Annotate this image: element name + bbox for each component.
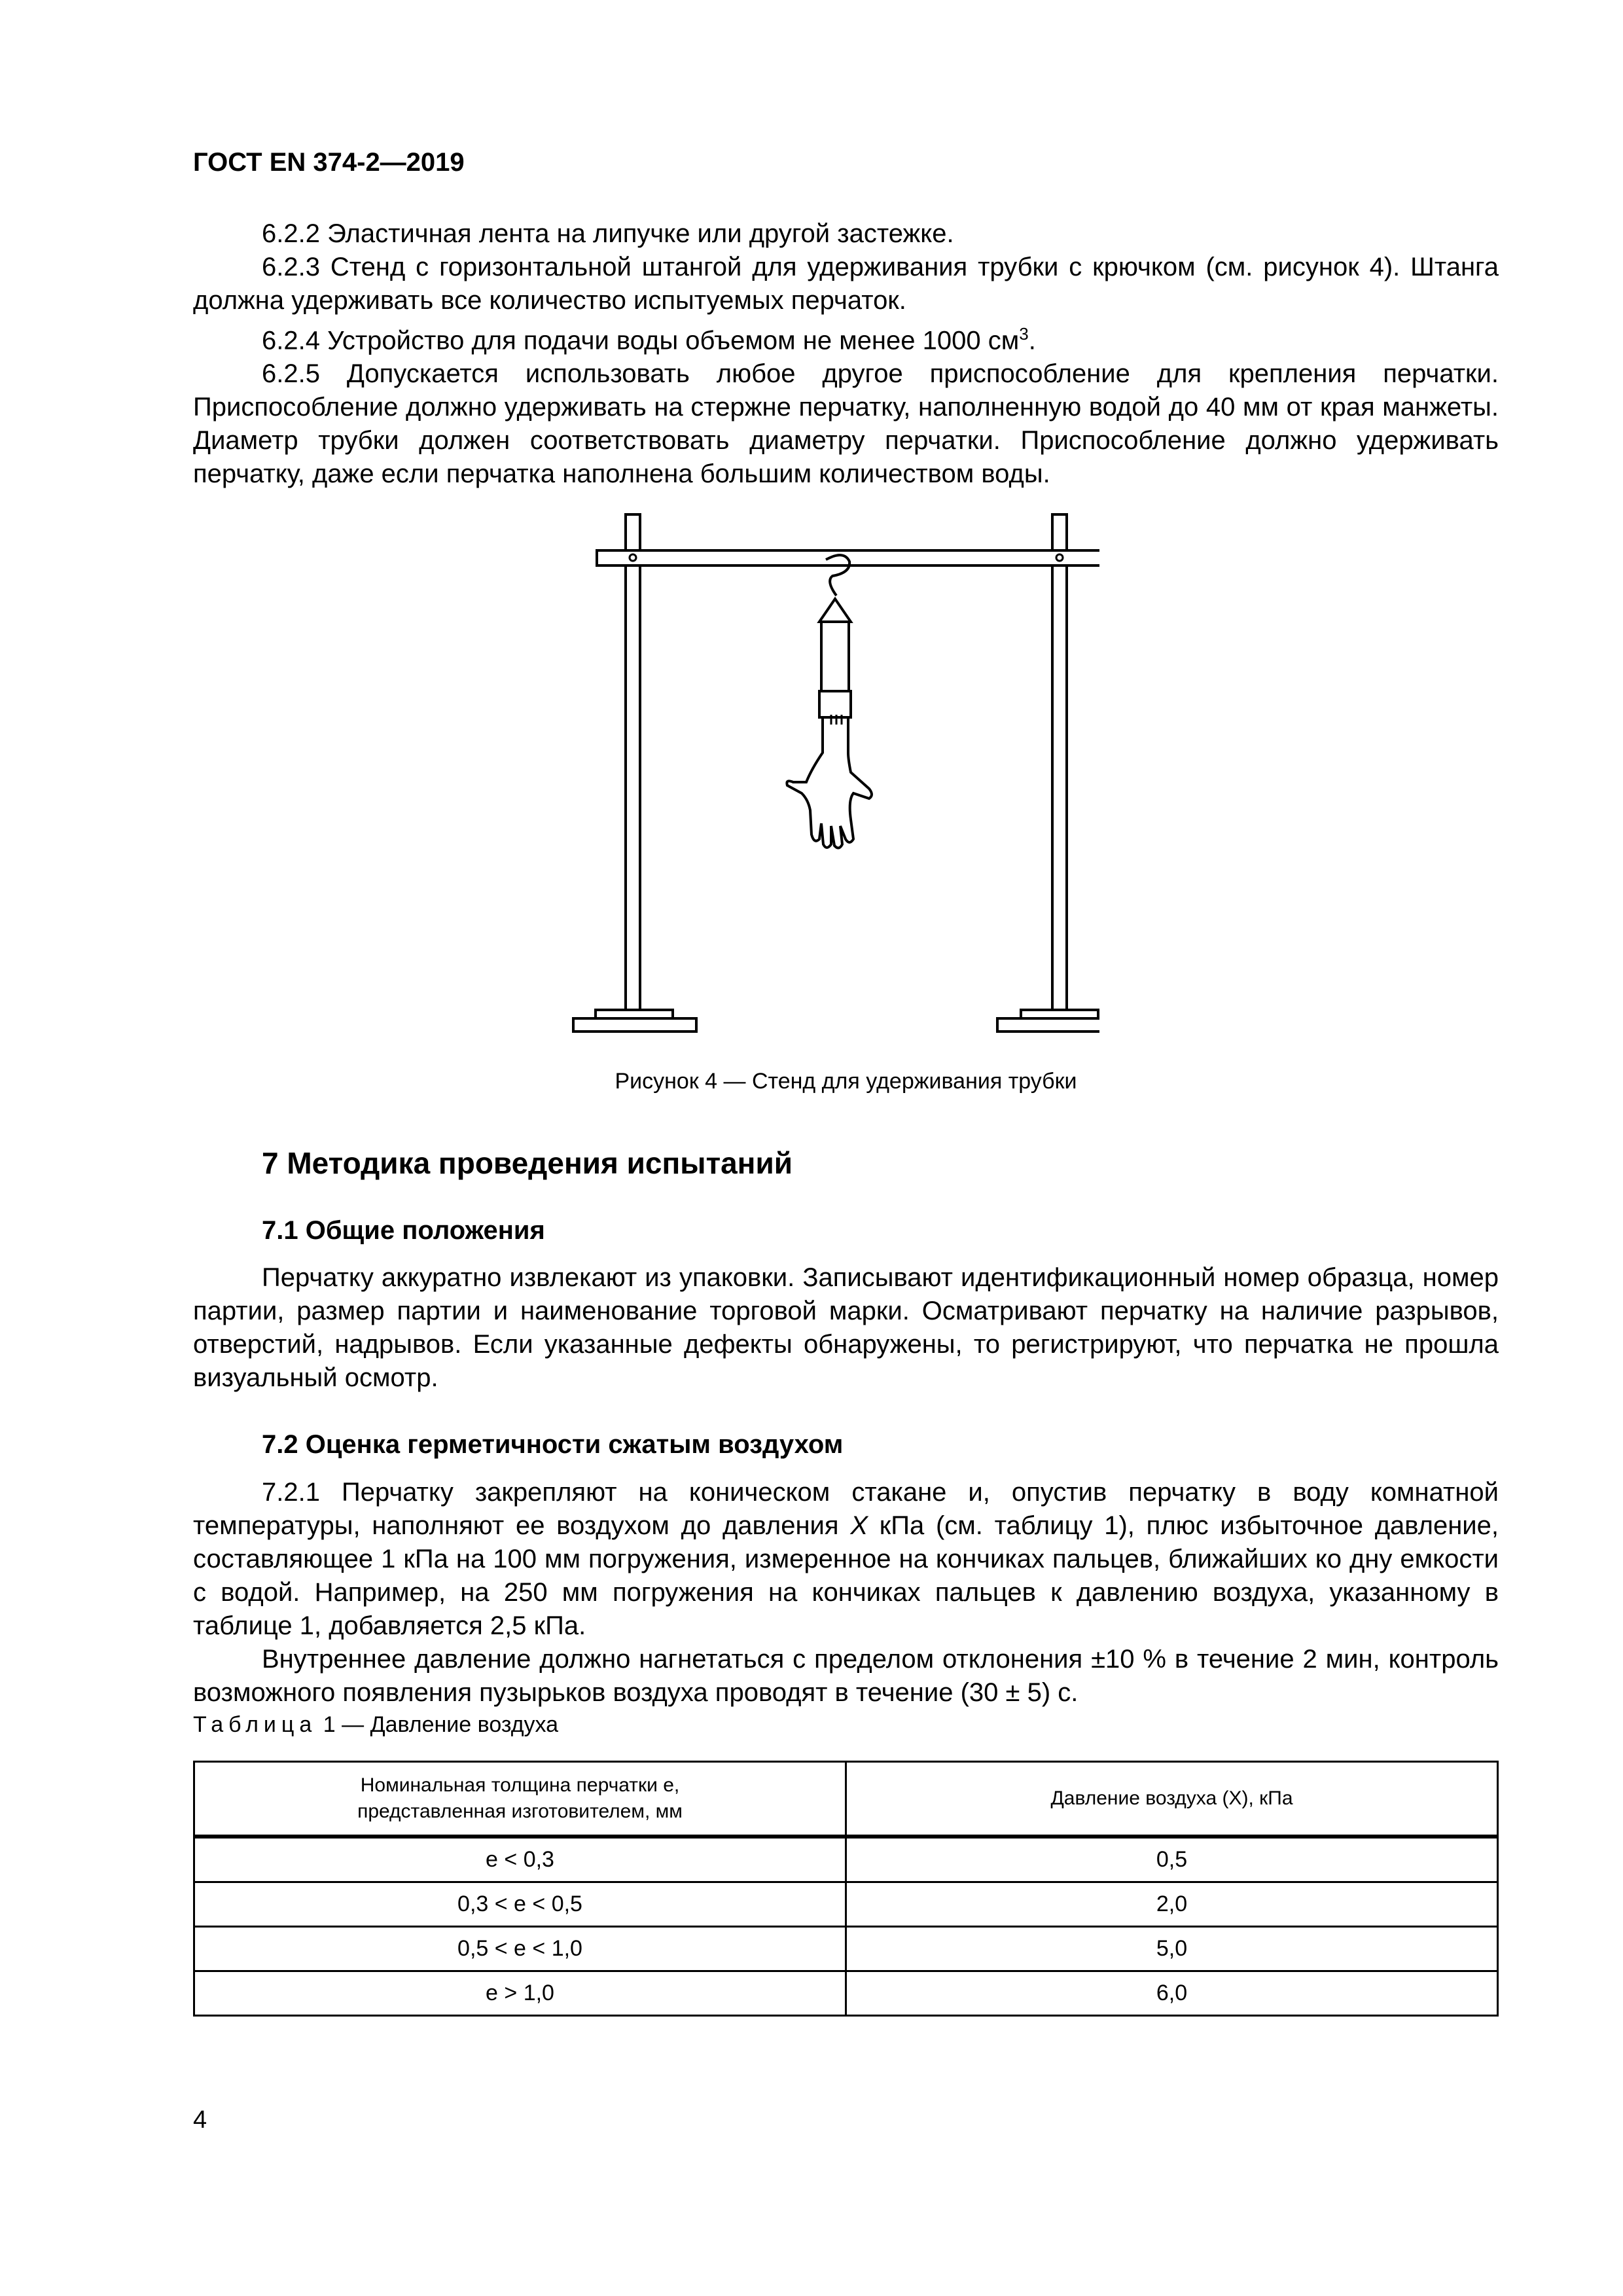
table-title — [193, 1712, 558, 1738]
holder-tube — [821, 622, 849, 691]
document-header: ГОСТ EN 374-2—2019 — [193, 148, 465, 177]
table-row — [194, 1837, 1498, 1882]
section-6-block — [193, 217, 1499, 491]
left-post — [626, 514, 640, 1017]
cell-thickness: е > 1,0 — [194, 1971, 846, 2016]
air-pressure-table — [193, 1761, 1499, 2017]
table-title-text: 1 — Давление воздуха — [323, 1712, 559, 1737]
paragraph-7-2-1 — [193, 1476, 1499, 1643]
section-7-1-block — [193, 1261, 1499, 1395]
table-row — [194, 1882, 1498, 1927]
table-label: Таблица — [193, 1712, 317, 1737]
figure-4-stand-drawing — [563, 504, 1099, 1054]
paragraph-7-2-1-pressure: Внутреннее давление должно нагнетаться с пределом отклонения ±10 % в течение 2 мин, контроль возможного появления пузырьков воздуха проводят в течение (30 ± 5) с. — [193, 1645, 1499, 1707]
section-7-title: 7 Методика проведения испытаний — [262, 1146, 793, 1180]
figure-caption: Рисунок 4 — Стенд для удерживания трубки — [615, 1069, 1077, 1094]
cell-thickness: 0,3 < е < 0,5 — [194, 1882, 846, 1927]
table-row — [194, 1927, 1498, 1971]
paragraph-6-2-3: 6.2.3 Стенд с горизонтальной штангой для удерживания трубки с крючком (см. рисунок 4). Штанга должна удерживать все количество испытуемых перчаток. — [193, 253, 1499, 315]
right-base-plate — [997, 1018, 1099, 1031]
section-7-2-title: 7.2 Оценка герметичности сжатым воздухом — [262, 1430, 844, 1459]
left-base-plate — [573, 1018, 696, 1031]
glove — [787, 717, 872, 848]
paragraph-7-2-1-a: 7.2.1 Перчатку закрепляют на коническом стакане и, опустив перчатку в воду комнатной температуры, наполняют ее воздухом до давления — [193, 1478, 1499, 1540]
superscript-3: 3 — [1019, 324, 1029, 344]
cell-pressure: 2,0 — [846, 1882, 1498, 1927]
tube-top-cone — [819, 599, 851, 622]
header-thickness-line2: представленная изготовителем, мм — [357, 1801, 683, 1822]
page-number: 4 — [193, 2106, 207, 2134]
cell-pressure: 6,0 — [846, 1971, 1498, 2016]
cell-pressure: 0,5 — [846, 1837, 1498, 1882]
paragraph-7-1: Перчатку аккуратно извлекают из упаковки. Записывают идентификационный номер образца, номер партии, размер партии и наименование торговой марки. Осматривают перчатку на наличие разрывов, отверстий, надрывов. Если указанные дефекты обнаружены, то регистрируют, что перчатка не прошла визуальный осмотр. — [193, 1263, 1499, 1392]
paragraph-6-2-4-end: . — [1028, 326, 1036, 355]
header-thickness — [194, 1762, 846, 1837]
right-post — [1052, 514, 1067, 1017]
section-7-2-block — [193, 1476, 1499, 1710]
table-row — [194, 1971, 1498, 2016]
tube-clamp — [819, 691, 851, 717]
variable-x: X — [850, 1511, 868, 1540]
header-thickness-line1: Номинальная толщина перчатки е, — [360, 1774, 680, 1796]
cell-thickness: е < 0,3 — [194, 1837, 846, 1882]
paragraph-6-2-5: 6.2.5 Допускается использовать любое другое приспособление для крепления перчатки. Приспособление должно удерживать на стержне перчатку, наполненную водой до 40 мм от края манжеты. Диаметр трубки должен соответствовать диаметру перчатки. Приспособление должно удерживать перчатку, даже если перчатка наполнена большим количеством воды. — [193, 359, 1499, 489]
header-pressure: Давление воздуха (X), кПа — [846, 1762, 1498, 1837]
paragraph-7-2-1-b: кПа (см. таблицу 1), плюс избыточное давление, составляющее 1 кПа на 100 мм погружения, измеренное на кончиках пальцев, ближайших ко дну емкости с водой. Например, на 250 мм погружения на кончиках пальцев к давлению воздуха, указанному в таблице 1, добавляется 2,5 кПа. — [193, 1511, 1499, 1640]
paragraph-6-2-4 — [193, 317, 1499, 357]
cell-thickness: 0,5 < е < 1,0 — [194, 1927, 846, 1971]
cell-pressure: 5,0 — [846, 1927, 1498, 1971]
section-7-1-title: 7.1 Общие положения — [262, 1216, 545, 1245]
table-header-row — [194, 1762, 1498, 1837]
paragraph-6-2-4-text: 6.2.4 Устройство для подачи воды объемом не менее 1000 см — [262, 326, 1020, 355]
paragraph-6-2-2: 6.2.2 Эластичная лента на липучке или другой застежке. — [262, 219, 954, 248]
